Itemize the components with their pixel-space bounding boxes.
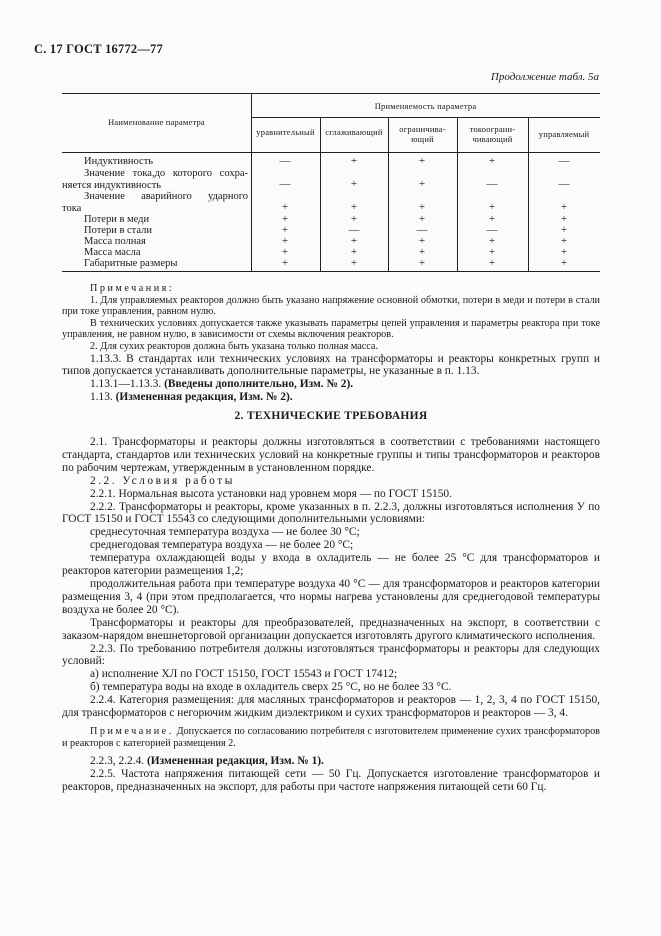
table-top-rule xyxy=(62,93,600,94)
section-title: 2. ТЕХНИЧЕСКИЕ ТРЕБОВАНИЯ xyxy=(234,410,428,422)
note-paragraph: Примечание. Допускается по согласованию потребителя с изготовителем применение сухих трансформаторов и реакторов с категорией размещения 2. xyxy=(62,725,600,749)
table-cell-mark: + xyxy=(488,246,496,258)
paragraph-2-1: 2.1. Трансформаторы и реакторы должны изготовляться в соответствии с требованиями настоящего стандарта, стандартов или технических условий на конкретные группы и типы трансформаторов и реакторов по рабочим чертежам, утвержденным в установленном порядке. xyxy=(62,436,600,474)
table-cell-mark: + xyxy=(560,201,568,213)
table-cell-mark: + xyxy=(350,201,358,213)
table-cell-mark: + xyxy=(418,213,426,225)
table-cell-mark: + xyxy=(281,257,289,269)
table-cell-mark: + xyxy=(281,224,289,236)
condition-item: среднесуточная температура воздуха — не более 30 °С; xyxy=(90,526,360,539)
paragraph-2-2: 2.2. Условия работы xyxy=(90,474,235,487)
table-row-label: Индуктивность xyxy=(84,156,154,167)
table-cell-mark: — xyxy=(279,155,291,167)
table-cell-mark: + xyxy=(560,213,568,225)
table-vline xyxy=(251,93,252,272)
table-cell-mark: + xyxy=(350,235,358,247)
table-cell-mark: + xyxy=(560,235,568,247)
condition-item: среднегодовая температура воздуха — не более 20 °С; xyxy=(90,539,354,552)
table-cell-mark: — xyxy=(348,224,360,236)
section-2-body xyxy=(62,436,600,794)
table-vline xyxy=(320,117,321,272)
table-header-divider xyxy=(251,117,600,118)
table-cell-mark: + xyxy=(350,246,358,258)
table-cell-mark: + xyxy=(281,201,289,213)
table-cell-mark: + xyxy=(488,257,496,269)
condition-item: Трансформаторы и реакторы для преобразователей, предназначенных на экспорт, в соответствии с заказом-нарядом внешнеторговой организации допускается изготовлять другого климатического исполнения. xyxy=(62,616,600,642)
note-1: 1. Для управляемых реакторов должно быть указано напряжение основной обмотки, потери в меди и потери в стали при токе управления, равном нулю. xyxy=(62,294,600,318)
col-header-equalizing: уравнительный xyxy=(256,127,315,137)
amendment-note: 2.2.3, 2.2.4. (Измененная редакция, Изм. № 1). xyxy=(90,755,324,768)
table-row-label: Масса масла xyxy=(84,247,141,258)
table-cell-mark: + xyxy=(488,213,496,225)
table-cell-mark: + xyxy=(281,235,289,247)
table-cell-mark: + xyxy=(418,257,426,269)
table-row-label: Значение тока,до которого сохра- няется индуктивность xyxy=(62,168,248,191)
table-row-label: Габаритные размеры xyxy=(84,258,178,269)
table-row-label: Значение аварийного ударного тока xyxy=(62,191,248,214)
table-vline xyxy=(528,117,529,272)
table-cell-mark: + xyxy=(560,257,568,269)
col-header-limiting: ограничива- ющий xyxy=(399,124,446,144)
table-cell-mark: + xyxy=(350,178,358,190)
table-cell-mark: + xyxy=(560,224,568,236)
table-cell-mark: + xyxy=(350,155,358,167)
table-cell-mark: + xyxy=(418,235,426,247)
paragraph-2-2-2: 2.2.2. Трансформаторы и реакторы, кроме указанных в п. 2.2.3, должны изготовляться исполнения У по ГОСТ 15150 и ГОСТ 15543 со следующими дополнительными условиями: xyxy=(62,500,600,526)
paragraph-1-13-3: 1.13.3. В стандартах или технических условиях на трансформаторы и реакторы конкретных групп и типов допускается устанавливать дополнительные параметры, не указанные в п. 1.13. xyxy=(62,352,600,378)
note-2: 2. Для сухих реакторов должна быть указана только полная масса. xyxy=(90,340,379,352)
paragraph-2-2-4: 2.2.4. Категория размещения: для масляных трансформаторов и реакторов — 1, 2, 3, 4 по ГОСТ 15150, для трансформаторов с негорючим жидким диэлектриком и сухих трансформаторов и реакторов — 3, 4. xyxy=(62,694,600,720)
table-cell-mark: — xyxy=(279,178,291,190)
table-row-label: Потери в стали xyxy=(84,225,153,236)
table-cell-mark: — xyxy=(486,224,498,236)
table-cell-mark: — xyxy=(416,224,428,236)
table-bottom-rule xyxy=(62,271,600,272)
param-column-header: Наименование параметра xyxy=(108,117,205,127)
paragraph-2-2-3: 2.2.3. По требованию потребителя должны изготовляться трансформаторы и реакторы для следующих условий: xyxy=(62,642,600,668)
table-cell-mark: + xyxy=(281,213,289,225)
table-cell-mark: + xyxy=(418,155,426,167)
table-cell-mark: — xyxy=(486,178,498,190)
table-cell-mark: + xyxy=(350,257,358,269)
table-cell-mark: + xyxy=(350,213,358,225)
condition-item: продолжительная работа при температуре воздуха 40 °С — для трансформаторов и реакторов категории размещения 3, 4 (при этом предполагается, что нормы нагрева установлены для среднегодовой температуры воздуха не более 20 °С). xyxy=(62,577,600,616)
col-header-current-limiting: токоограни- чивающий xyxy=(469,124,516,144)
amendment-note: 1.13. (Измененная редакция, Изм. № 2). xyxy=(90,391,293,404)
table-cell-mark: + xyxy=(418,246,426,258)
table-cell-mark: + xyxy=(488,155,496,167)
table-cell-mark: + xyxy=(418,201,426,213)
table-cell-mark: — xyxy=(558,155,570,167)
table-continuation-label: Продолжение табл. 5а xyxy=(490,71,599,83)
note-1b: В технических условиях допускается также указывать параметры цепей управления и параметры реактора при токе управления, не равном нулю, в зависимости от схемы включения реакторов. xyxy=(62,317,600,341)
table-header-bottom-rule xyxy=(62,152,600,153)
table-row-label: Масса полная xyxy=(84,236,146,247)
amendment-note: 1.13.1—1.13.3. (Введены дополнительно, Изм. № 2). xyxy=(90,378,354,391)
table-cell-mark: — xyxy=(558,178,570,190)
page-header: С. 17 ГОСТ 16772—77 xyxy=(34,42,163,56)
condition-item: температура охлаждающей воды у входа в охладитель — не более 25 °С для трансформаторов и реакторов категории размещения 1,2; xyxy=(62,552,600,578)
applicability-header: Применяемость параметра xyxy=(374,101,477,111)
paragraph-2-2-5: 2.2.5. Частота напряжения питающей сети — 50 Гц. Допускается изготовление трансформаторов и реакторов, предназначенных на экспорт, для работы при частоте напряжения питающей сети 60 Гц. xyxy=(62,768,600,793)
table-row-label: Потери в меди xyxy=(84,214,150,225)
table-cell-mark: + xyxy=(418,178,426,190)
col-header-smoothing: сглаживающий xyxy=(325,127,383,137)
table-cell-mark: + xyxy=(488,201,496,213)
table-cell-mark: + xyxy=(488,235,496,247)
table-cell-mark: + xyxy=(281,246,289,258)
notes-title: Примечания: xyxy=(90,283,175,294)
table-cell-mark: + xyxy=(560,246,568,258)
notes-block xyxy=(62,283,600,404)
list-item-a: а) исполнение ХЛ по ГОСТ 15150, ГОСТ 15543 и ГОСТ 17412; xyxy=(90,668,398,681)
list-item-b: б) температура воды на входе в охладитель сверх 25 °С, но не более 33 °С. xyxy=(90,681,452,694)
col-header-controlled: управляемый xyxy=(538,129,590,139)
paragraph-2-2-1: 2.2.1. Нормальная высота установки над уровнем моря — по ГОСТ 15150. xyxy=(90,487,452,500)
